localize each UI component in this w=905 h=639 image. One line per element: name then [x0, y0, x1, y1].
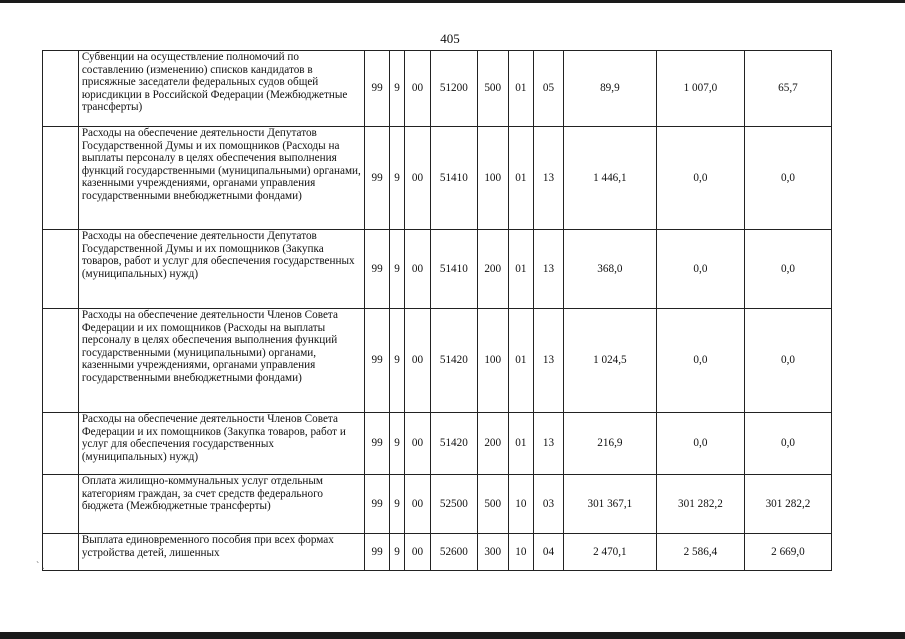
- code-cell-c4: 52600: [430, 534, 477, 571]
- amount-cell-v1: 2 470,1: [563, 534, 656, 571]
- row-margin-cell: [43, 534, 79, 571]
- row-margin-cell: [43, 230, 79, 309]
- amount-cell-v1: 1 024,5: [563, 309, 656, 413]
- code-cell-c6: 01: [508, 413, 534, 475]
- code-cell-c1: 99: [365, 230, 390, 309]
- scan-edge-bottom: [0, 632, 905, 639]
- table-row: [43, 230, 832, 309]
- expense-name-cell: Расходы на обеспечение деятельности Депутатов Государственной Думы и их помощников (Расходы на выплаты персоналу в целях обеспечения выполнения функций государственными (муниципальными) органами, казенными учреждениями, органами управления государственными внебюджетными фондами): [78, 127, 365, 230]
- row-margin-cell: [43, 51, 79, 127]
- amount-cell-v1: 368,0: [563, 230, 656, 309]
- code-cell-c6: 01: [508, 127, 534, 230]
- code-cell-c3: 00: [405, 475, 431, 534]
- code-cell-c7: 03: [534, 475, 564, 534]
- amount-cell-v2: 0,0: [656, 413, 744, 475]
- amount-cell-v2: 2 586,4: [656, 534, 744, 571]
- code-cell-c6: 01: [508, 230, 534, 309]
- code-cell-c2: 9: [389, 413, 404, 475]
- code-cell-c7: 13: [534, 127, 564, 230]
- code-cell-c1: 99: [365, 413, 390, 475]
- code-cell-c7: 13: [534, 413, 564, 475]
- code-cell-c5: 500: [477, 51, 508, 127]
- expense-name-cell: Расходы на обеспечение деятельности Членов Совета Федерации и их помощников (Закупка товаров, работ и услуг для обеспечения государственных (муниципальных) нужд): [78, 413, 365, 475]
- amount-cell-v3: 301 282,2: [744, 475, 831, 534]
- table-row: [43, 51, 832, 127]
- code-cell-c3: 00: [405, 127, 431, 230]
- amount-cell-v1: 301 367,1: [563, 475, 656, 534]
- amount-cell-v1: 1 446,1: [563, 127, 656, 230]
- amount-cell-v2: 1 007,0: [656, 51, 744, 127]
- code-cell-c5: 200: [477, 230, 508, 309]
- code-cell-c3: 00: [405, 309, 431, 413]
- code-cell-c5: 500: [477, 475, 508, 534]
- row-margin-cell: [43, 127, 79, 230]
- code-cell-c6: 10: [508, 534, 534, 571]
- table-row: [43, 127, 832, 230]
- amount-cell-v2: 301 282,2: [656, 475, 744, 534]
- amount-cell-v3: 0,0: [744, 413, 831, 475]
- code-cell-c6: 01: [508, 51, 534, 127]
- budget-table: [42, 50, 832, 571]
- code-cell-c1: 99: [365, 127, 390, 230]
- code-cell-c1: 99: [365, 475, 390, 534]
- code-cell-c3: 00: [405, 230, 431, 309]
- code-cell-c2: 9: [389, 309, 404, 413]
- amount-cell-v2: 0,0: [656, 309, 744, 413]
- row-margin-cell: [43, 475, 79, 534]
- expense-name-cell: Выплата единовременного пособия при всех формах устройства детей, лишенных: [78, 534, 365, 571]
- code-cell-c2: 9: [389, 51, 404, 127]
- code-cell-c5: 300: [477, 534, 508, 571]
- code-cell-c3: 00: [405, 534, 431, 571]
- scan-speck: ` .: [36, 561, 45, 572]
- page-number: 405: [440, 31, 460, 46]
- amount-cell-v3: 2 669,0: [744, 534, 831, 571]
- code-cell-c1: 99: [365, 309, 390, 413]
- code-cell-c7: 05: [534, 51, 564, 127]
- amount-cell-v2: 0,0: [656, 230, 744, 309]
- table-row: [43, 413, 832, 475]
- scan-edge-top: [0, 0, 905, 3]
- row-margin-cell: [43, 413, 79, 475]
- expense-name-cell: Оплата жилищно-коммунальных услуг отдельным категориям граждан, за счет средств федерального бюджета (Межбюджетные трансферты): [78, 475, 365, 534]
- code-cell-c1: 99: [365, 534, 390, 571]
- code-cell-c7: 13: [534, 309, 564, 413]
- table-row: [43, 475, 832, 534]
- code-cell-c4: 51410: [430, 127, 477, 230]
- amount-cell-v1: 89,9: [563, 51, 656, 127]
- amount-cell-v1: 216,9: [563, 413, 656, 475]
- code-cell-c7: 04: [534, 534, 564, 571]
- table-row: [43, 309, 832, 413]
- amount-cell-v3: 0,0: [744, 230, 831, 309]
- code-cell-c1: 99: [365, 51, 390, 127]
- expense-name-cell: Расходы на обеспечение деятельности Членов Совета Федерации и их помощников (Расходы на выплаты персоналу в целях обеспечения выполнения функций государственными (муниципальными) органами, казенными учреждениями, органами управления государственными внебюджетными фондами): [78, 309, 365, 413]
- table-row: [43, 534, 832, 571]
- code-cell-c4: 51200: [430, 51, 477, 127]
- code-cell-c5: 100: [477, 309, 508, 413]
- code-cell-c2: 9: [389, 127, 404, 230]
- code-cell-c4: 51420: [430, 309, 477, 413]
- code-cell-c4: 51410: [430, 230, 477, 309]
- code-cell-c5: 200: [477, 413, 508, 475]
- code-cell-c7: 13: [534, 230, 564, 309]
- code-cell-c4: 52500: [430, 475, 477, 534]
- expense-name-cell: Субвенции на осуществление полномочий по составлению (изменению) списков кандидатов в присяжные заседатели федеральных судов общей юрисдикции в Российской Федерации (Межбюджетные трансферты): [78, 51, 365, 127]
- code-cell-c2: 9: [389, 230, 404, 309]
- amount-cell-v2: 0,0: [656, 127, 744, 230]
- code-cell-c4: 51420: [430, 413, 477, 475]
- code-cell-c5: 100: [477, 127, 508, 230]
- code-cell-c2: 9: [389, 475, 404, 534]
- row-margin-cell: [43, 309, 79, 413]
- code-cell-c3: 00: [405, 413, 431, 475]
- code-cell-c6: 10: [508, 475, 534, 534]
- amount-cell-v3: 65,7: [744, 51, 831, 127]
- expense-name-cell: Расходы на обеспечение деятельности Депутатов Государственной Думы и их помощников (Закупка товаров, работ и услуг для обеспечения государственных (муниципальных) нужд): [78, 230, 365, 309]
- code-cell-c6: 01: [508, 309, 534, 413]
- amount-cell-v3: 0,0: [744, 309, 831, 413]
- code-cell-c3: 00: [405, 51, 431, 127]
- amount-cell-v3: 0,0: [744, 127, 831, 230]
- code-cell-c2: 9: [389, 534, 404, 571]
